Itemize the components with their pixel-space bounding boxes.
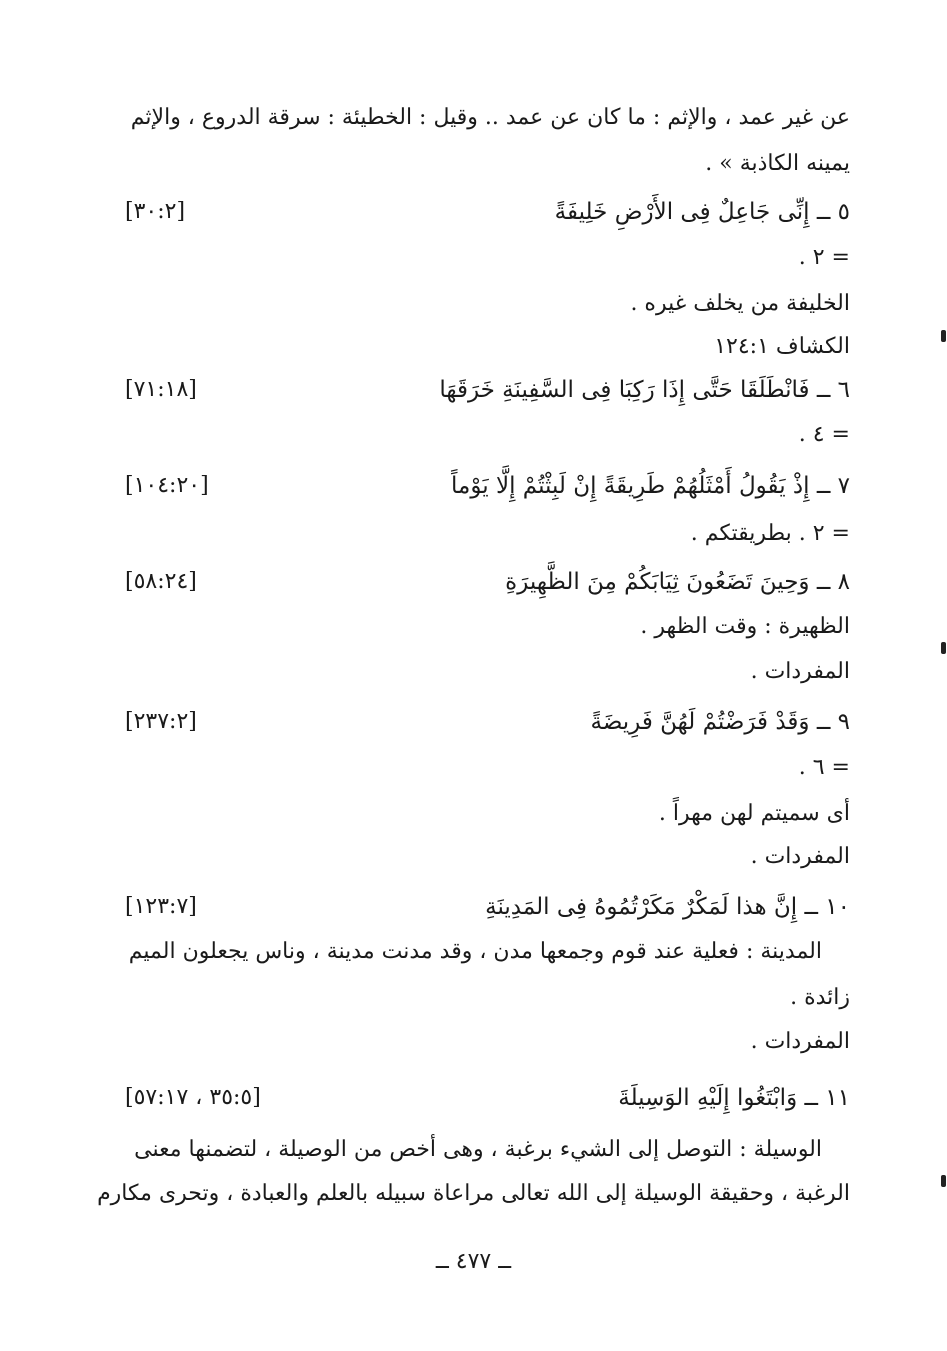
text-line — [125, 1128, 850, 1172]
verse-reference: [٥٨:٢٤] — [125, 569, 197, 594]
line-text: = ٢ . بطريقتكم . — [690, 521, 850, 546]
line-text: الخليفة من يخلف غيره . — [630, 291, 850, 316]
line-text: عن غير عمد ، والإثم : ما كان عن عمد .. وقيل : الخطيئة : سرقة الدروع ، والإثم — [130, 105, 850, 130]
verse-line — [125, 368, 850, 412]
line-text: الكشاف ١٢٤:١ — [714, 334, 850, 359]
text-line — [125, 236, 850, 280]
text-line — [125, 650, 850, 694]
text-line — [125, 746, 850, 790]
verse-line — [125, 560, 850, 604]
text-line — [125, 792, 850, 836]
line-text: = ٢ . — [798, 245, 850, 270]
line-text: = ٦ . — [798, 755, 850, 780]
text-line — [125, 605, 850, 649]
verse-reference: [١٢٣:٧] — [125, 894, 197, 919]
line-text: الوسيلة : التوصل إلى الشيء برغبة ، وهى أخص من الوصيلة ، لتضمنها معنى — [134, 1137, 822, 1162]
line-text: الرغبة ، وحقيقة الوسيلة إلى الله تعالى مراعاة سبيله بالعلم والعبادة ، وتحرى مكارم — [97, 1181, 850, 1206]
verse-text: ٧ ــ إِذْ يَقُولُ أَمْثَلُهُمْ طَرِيقَةً إِنْ لَبِثْتُمْ إِلَّا يَوْماً — [451, 473, 850, 499]
text-line — [125, 142, 850, 186]
verse-line — [125, 1076, 850, 1120]
line-text: يمينه الكاذبة » . — [705, 151, 850, 176]
page-number: ــ ٤٧٧ ــ — [435, 1249, 512, 1274]
text-line — [125, 512, 850, 556]
text-line — [125, 1020, 850, 1064]
scan-mark — [941, 642, 946, 654]
line-text: الظهيرة : وقت الظهر . — [640, 614, 850, 639]
verse-reference: [٢٣٧:٢] — [125, 709, 197, 734]
line-text: المفردات . — [750, 844, 850, 869]
scan-mark — [941, 330, 946, 342]
text-line — [97, 1172, 850, 1216]
verse-line — [125, 190, 850, 234]
text-line — [125, 976, 850, 1020]
text-line — [125, 96, 850, 140]
text-line — [125, 325, 850, 369]
verse-reference: [٧١:١٨] — [125, 377, 197, 402]
text-line — [125, 413, 850, 457]
verse-text: ٩ ــ وَقَدْ فَرَضْتُمْ لَهُنَّ فَرِيضَةً — [590, 709, 850, 735]
line-text: زائدة . — [790, 985, 850, 1010]
text-line — [125, 835, 850, 879]
verse-text: ٥ ــ إِنِّى جَاعِلٌ فِى الأَرْضِ خَلِيفَةً — [554, 199, 850, 225]
verse-text: ١٠ ــ إِنَّ هذا لَمَكْرٌ مَكَرْتُمُوهُ فِى المَدِينَةِ — [485, 894, 850, 920]
text-line — [125, 282, 850, 326]
verse-reference: [٣٠:٢] — [125, 199, 186, 224]
line-text: المدينة : فعلية عند قوم وجمعها مدن ، وقد مدنت مدينة ، وناس يجعلون الميم — [128, 939, 822, 964]
line-text: المفردات . — [750, 659, 850, 684]
verse-reference: [١٠٤:٢٠] — [125, 473, 209, 498]
verse-line — [125, 885, 850, 929]
verse-text: ٦ ــ فَانْطَلَقَا حَتَّى إِذَا رَكِبَا فِى السَّفِينَةِ خَرَقَهَا — [439, 377, 850, 403]
verse-line — [125, 464, 850, 508]
line-text: أى سميتم لهن مهراً . — [658, 801, 850, 826]
verse-text: ٨ ــ وَحِينَ تَضَعُونَ ثِيَابَكُمْ مِنَ الظَّهِيرَةِ — [505, 569, 850, 595]
text-line — [125, 930, 850, 974]
verse-text: ١١ ــ وَابْتَغُوا إِلَيْهِ الوَسِيلَةَ — [618, 1085, 850, 1111]
verse-line — [125, 700, 850, 744]
line-text: = ٤ . — [798, 422, 850, 447]
verse-reference: [٣٥:٥ ، ٥٧:١٧] — [125, 1085, 261, 1110]
scan-mark — [941, 1175, 946, 1187]
line-text: المفردات . — [750, 1029, 850, 1054]
